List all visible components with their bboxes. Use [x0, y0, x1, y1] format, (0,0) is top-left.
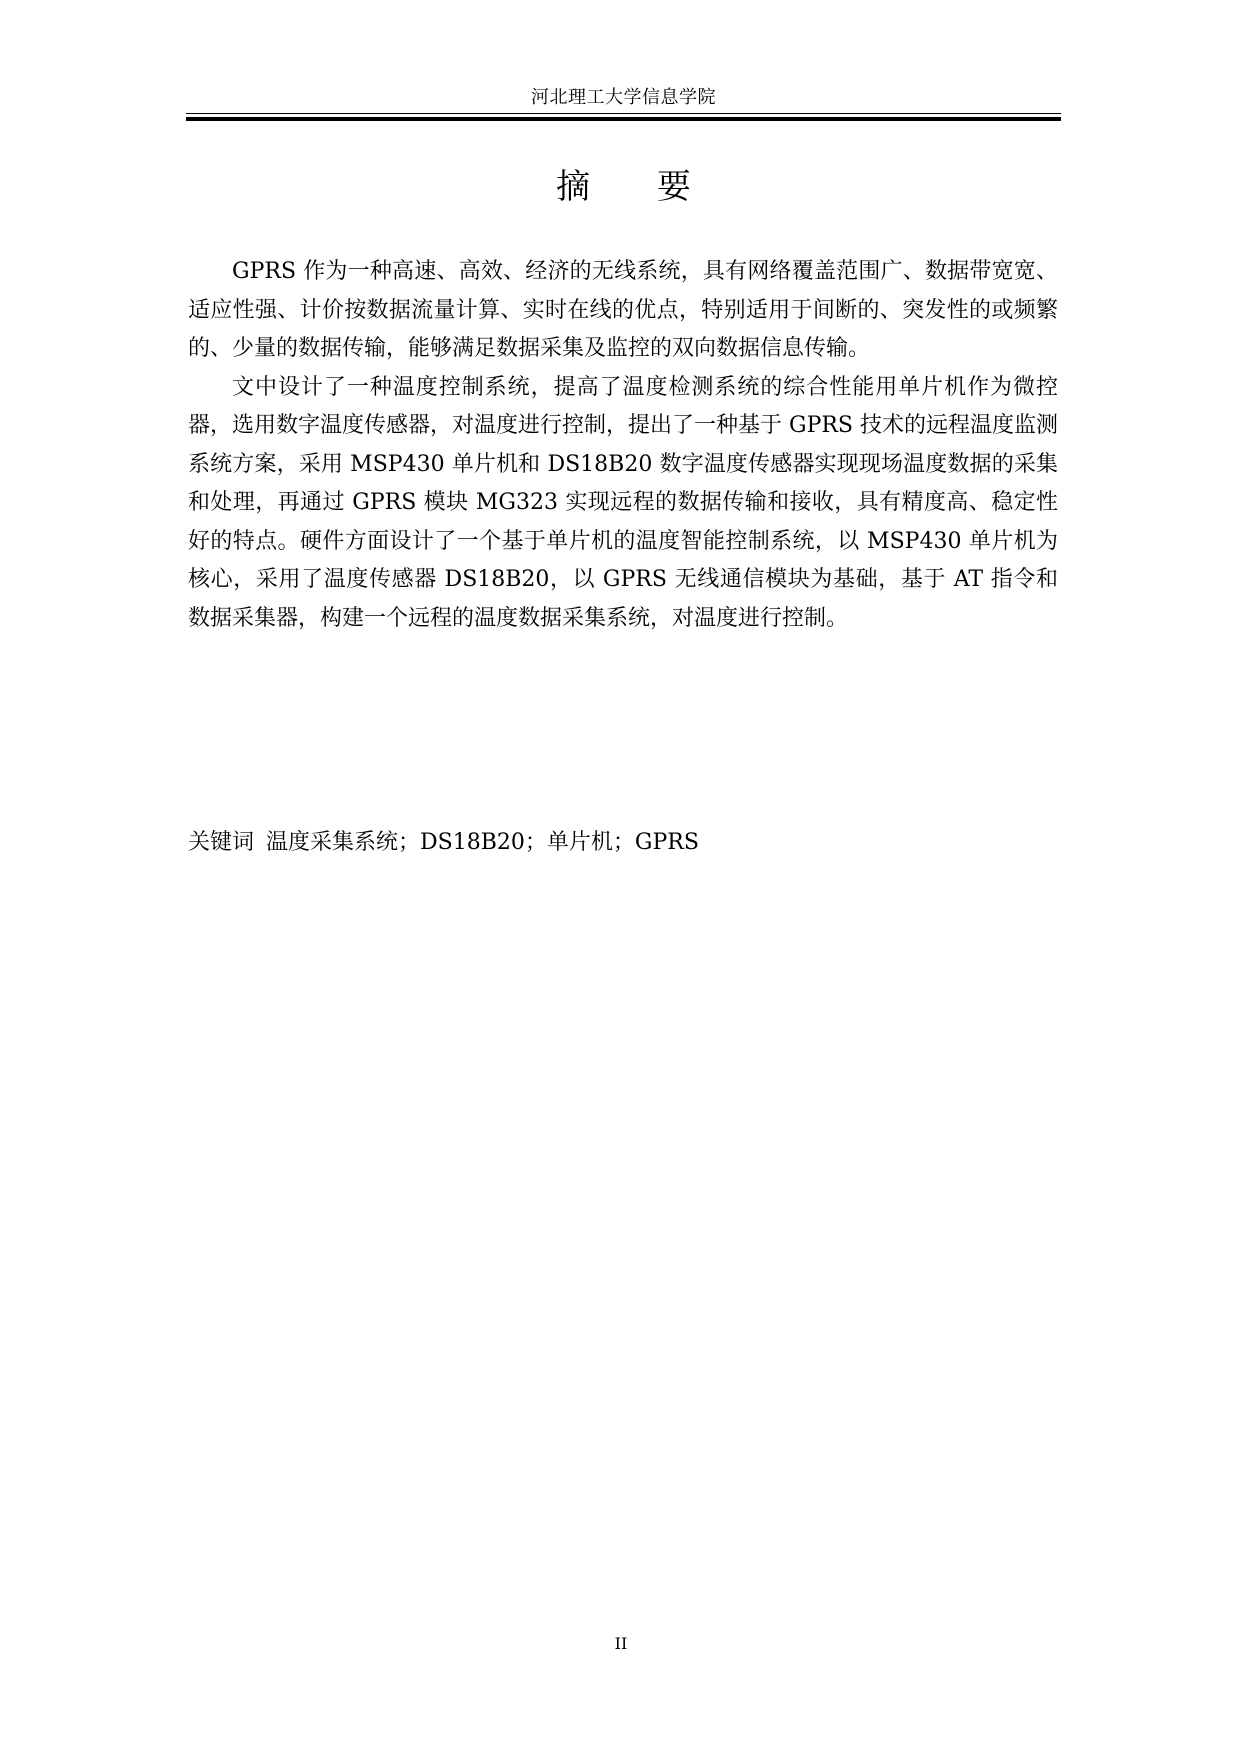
page-number: II: [614, 1634, 628, 1653]
keywords-text: 温度采集系统；DS18B20；单片机；GPRS: [266, 830, 699, 855]
abstract-title: 摘 要: [556, 167, 719, 207]
abstract-body: [188, 253, 1058, 638]
keywords-line: [188, 826, 1058, 860]
abstract-paragraph-1: GPRS 作为一种高速、高效、经济的无线系统，具有网络覆盖范围广、数据带宽宽、适应性强、计价按数据流量计算、实时在线的优点，特别适用于间断的、突发性的或频繁的、少量的数据传输，能够满足数据采集及监控的双向数据信息传输。: [188, 259, 1058, 361]
header-rule-thin: [186, 113, 1061, 114]
running-header: 河北理工大学信息学院: [531, 87, 716, 108]
abstract-paragraph-2: 文中设计了一种温度控制系统，提高了温度检测系统的综合性能用单片机作为微控器，选用数字温度传感器，对温度进行控制，提出了一种基于 GPRS 技术的远程温度监测系统方案，采用 MSP430 单片机和 DS18B20 数字温度传感器实现现场温度数据的采集和处理，再通过 GPRS 模块 MG323 实现远程的数据传输和接收，具有精度高、稳定性好的特点。硬件方面设计了一个基于单片机的温度智能控制系统，以 MSP430 单片机为核心，采用了温度传感器 DS18B20，以 GPRS 无线通信模块为基础，基于 AT 指令和数据采集器，构建一个远程的温度数据采集系统，对温度进行控制。: [188, 374, 1059, 631]
header-rule-thick: [186, 117, 1061, 121]
keywords-label: 关键词: [188, 830, 255, 855]
